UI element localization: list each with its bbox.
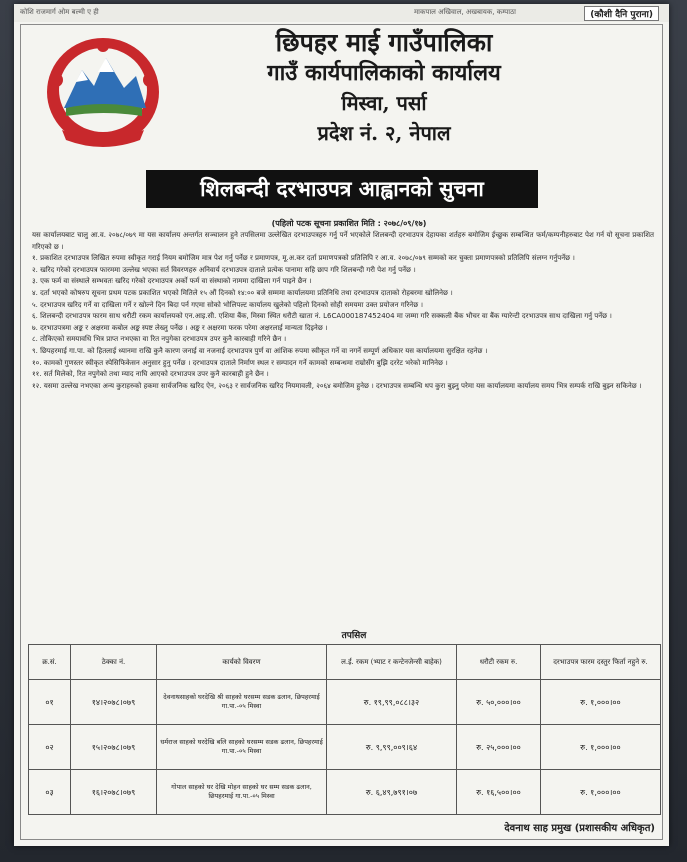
col-header-description: कार्यको विवरण <box>157 645 327 680</box>
cell-estimate: रु. ९,९९,००९।६४ <box>327 725 457 770</box>
cell-fee: रु. १,०००।०० <box>541 680 661 725</box>
cell-deposit: रु. १६,५००।०० <box>457 770 541 815</box>
municipality-name: छिपहर माई गाउँपालिका <box>275 28 493 57</box>
col-header-deposit: धरौटी रकम रु. <box>457 645 541 680</box>
cell-sn: ०१ <box>29 680 71 725</box>
contracts-table <box>28 644 661 815</box>
office-name: गाउँ कार्यपालिकाको कार्यालय <box>267 60 501 86</box>
cell-deposit: रु. ५०,०००।०० <box>457 680 541 725</box>
notice-title-banner: शिलबन्दी दरभाउपत्र आह्वानको सुचना <box>146 170 538 208</box>
body-paragraph: १. प्रकाशित दरभाउपत्र लिखित रुपमा स्वीकृत गराई नियम बमोजिम मात्र पेश गर्नु पर्नेछ र प्रमाणपत्र, मू.अ.कर दर्ता प्रमाणपत्रको प्रतिलिपि र आ.व. २०७८/०७९ सम्मको कर चुक्ता प्रमाणपत्रको प्रतिलिपि संलग्न गर्नुपर्नेछ । <box>32 254 575 263</box>
body-paragraph: २. खरिद गरेको दरभाउपत्र फारममा उल्लेख भएका सर्त विवरणहरु अनिवार्य दरभाउपत्र दाताले प्रत्येक पानामा सहि छाप गरि शिलबन्दी गरी पेश गर्नु पर्नेछ । <box>32 265 416 274</box>
signature-line: देवनाथ साह प्रमुख (प्रशासकीय अधिकृत) <box>504 823 655 834</box>
office-heading <box>174 28 594 148</box>
cell-description: देवनाथसाहको घरदेखि श्री साहको घरसम्म सडक ढलान, छिपहरमाई गा.पा.-०५ मिस्वा <box>157 680 327 725</box>
body-paragraph: ८. तोकिएको समयावधि भित्र प्राप्त नभएका वा रित नपुगेका दरभाउपत्र उपर कुनै कारबाही गरिने छैन । <box>32 335 287 344</box>
newspaper-page <box>14 4 669 846</box>
body-paragraph: ३. एक फर्म वा संस्थाले सम्भवतः खरिद गरेको दरभाउपत्र अर्को फर्म वा संस्थाको नाममा दाखिला गर्न पाइने छैन । <box>32 277 312 286</box>
table-row <box>29 725 661 770</box>
col-header-sn: क्र.सं. <box>29 645 71 680</box>
col-header-fee: दरभाउपत्र फारम दस्तुर फिर्ता नहुने रु. <box>541 645 661 680</box>
cell-deposit: रु. २५,०००।०० <box>457 725 541 770</box>
cell-contract: १४।२०७८।०७९ <box>71 680 157 725</box>
body-paragraph: ११. सर्त मिलेको, रित नपुगेको तथा म्याद नाघि आएको दरभाउपत्र उपर कुनै कारबाही हुने छैन । <box>32 370 269 379</box>
newspaper-top-strip <box>14 4 669 22</box>
body-paragraph: ५. दरभाउपत्र खरिद गर्ने वा दाखिला गर्ने र खोल्ने दिन बिदा पर्न गएमा सोको भोलिपल्ट कार्यालय खुलेको पहिलो दिनको सोही समयमा उक्त प्रयोजन गरिनेछ । <box>32 300 423 309</box>
table-row <box>29 770 661 815</box>
cell-sn: ०३ <box>29 770 71 815</box>
cell-description: धर्मराज साहको घरदेखि बलि साहको घरसम्म सडक ढलान, छिपहरमाई गा.पा.-०५ मिस्वा <box>157 725 327 770</box>
cell-fee: रु. १,०००।०० <box>541 725 661 770</box>
nepal-emblem-icon <box>42 30 164 150</box>
body-paragraph: ६. शिलबन्दी दरभाउपत्र फारम साथ धरौटी रकम कार्यालयको एन.आइ.सी. एशिया बैंक, मिस्वा स्थित धरौटी खाता नं. L6CA000187452404 मा जम्मा गरि सक्कली बैंक भौचर वा बैंक ग्यारेन्टी दरभाउपत्र साथ दाखिला गर्नु पर्नेछ । <box>32 312 612 321</box>
cell-sn: ०२ <box>29 725 71 770</box>
body-paragraph: ९. छिपहरमाई गा.पा. को हितलाई ध्यानमा राखि कुनै कारण जनाई वा नजनाई दरभाउपत्र पुर्ण वा आंशिक रुपमा स्वीकृत गर्ने वा नगर्ने सम्पूर्ण अधिकार यस कार्यालयमा सुरक्षित रहनेछ । <box>32 346 488 355</box>
table-row <box>29 680 661 725</box>
table-title: तपसिल <box>341 631 367 641</box>
col-header-contract: ठेक्का नं. <box>71 645 157 680</box>
body-paragraph: ४. दर्ता भएको कोषरुप सूचना प्रथम पटक प्रकाशित भएको मितिले १५ औं दिनको १४:०० बजे सम्ममा कार्यालयमा प्रतिनिधि तथा दरभाउपत्र दाताको रोहबरमा खोलिनेछ । <box>32 288 453 297</box>
table-header-row <box>29 645 661 680</box>
office-location: मिस्वा, पर्सा <box>341 91 427 115</box>
publish-date: (पहिलो पटक सूचना प्रकाशित मिति : २०७८/०९/१७) <box>271 219 427 228</box>
province-line: प्रदेश नं. २, नेपाल <box>317 121 451 145</box>
body-paragraph: १२. यसमा उल्लेख नभएका अन्य कुराहरुको हकमा सार्वजनिक खरिद ऐन, २०६३ र सार्वजनिक खरिद नियमावली, २०६४ बमोजिम हुनेछ । दरभाउपत्र सम्बन्धि थप कुरा बुझ्नु परेमा यस कार्यालयमा कार्यालय समय भित्र सम्पर्क राखि बुझ्न सकिनेछ । <box>32 381 642 390</box>
top-strip-left: कोशि राजमार्ग ओम बल्मी ए ही <box>20 8 99 16</box>
cell-estimate: रु. १९,९९,०८८।३२ <box>327 680 457 725</box>
body-paragraph: यस कार्यालयबाट चालु आ.व. २०७८/०७९ मा यस कार्यालय अन्तर्गत सञ्चालन हुने तपसिलमा उल्लेखित दरभाउपत्रहरु गर्नु पर्ने भएकोले शिलबन्दी दरभाउपत्र देहायका शर्तहरु बमोजिम ईच्छुक सम्बन्धित फर्म/कम्पनीहरुबाट पेश गर्न यो सूचना प्रकाशित गरिएको छ । <box>32 231 654 251</box>
body-paragraph: ७. दरभाउपत्रमा अङ्क र अक्षरमा कबोल अङ्क स्पष्ट लेख्नु पर्नेछ । अङ्क र अक्षरमा फरक परेमा अक्षरलाई मान्यता दिइनेछ । <box>32 323 328 332</box>
cell-fee: रु. १,०००।०० <box>541 770 661 815</box>
body-paragraph: १०. कामको गुणस्तर स्वीकृत स्पेसिफिकेसन अनुसार हुनु पर्नेछ । दरभाउपत्र दाताले निर्माण स्थल र सम्पादन गर्ने कामको सम्बन्धमा राम्रोसँग बुझि दररेट भरेको मानिनेछ । <box>32 358 448 367</box>
cell-description: गोपाल साहको घर देखि मोहन साहको घर सम्म सडक ढलान, छिपहरमाई गा.पा.-०५ मिस्वा <box>157 770 327 815</box>
top-strip-middle: माकपाल अखिवाल, अखबायक, कम्पाठा <box>414 8 516 16</box>
cell-contract: १६।२०७८।०७९ <box>71 770 157 815</box>
notice-body <box>32 230 654 392</box>
cell-estimate: रु. ६,४९,७९१।०७ <box>327 770 457 815</box>
cell-contract: १५।२०७८।०७९ <box>71 725 157 770</box>
col-header-estimate: ल.ई. रकम (भ्याट र कन्टेनजेन्सी बाहेक) <box>327 645 457 680</box>
newspaper-badge: (कौशी दैनि पुराना) <box>584 6 659 21</box>
